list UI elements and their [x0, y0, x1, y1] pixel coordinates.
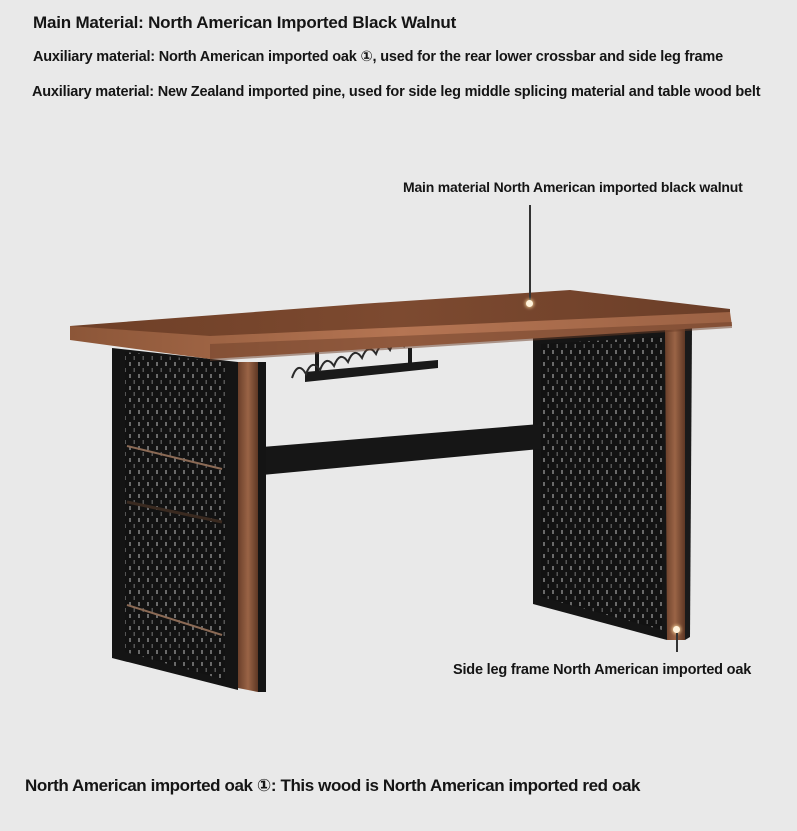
- callout-label-black-walnut: Main material North American imported black walnut: [403, 179, 743, 195]
- right-side-leg: [533, 328, 692, 640]
- auxiliary-material-pine: Auxiliary material: New Zealand imported pine, used for side leg middle splicing material and table wood belt: [32, 84, 761, 100]
- callout-label-side-leg-oak: Side leg frame North American imported oak: [453, 662, 752, 678]
- callout-leader-line: [529, 205, 531, 303]
- callout-marker-dot: [526, 300, 533, 307]
- left-side-leg: [112, 348, 266, 692]
- auxiliary-material-oak: Auxiliary material: North American imported oak ①, used for the rear lower crossbar and side leg frame: [33, 49, 723, 65]
- callout-marker-dot: [673, 626, 680, 633]
- callout-leader-line: [676, 633, 678, 652]
- footnote-red-oak: North American imported oak ①: This wood is North American imported red oak: [25, 776, 641, 795]
- main-material-heading: Main Material: North American Imported Black Walnut: [33, 13, 457, 32]
- rear-crossbar: [262, 424, 540, 475]
